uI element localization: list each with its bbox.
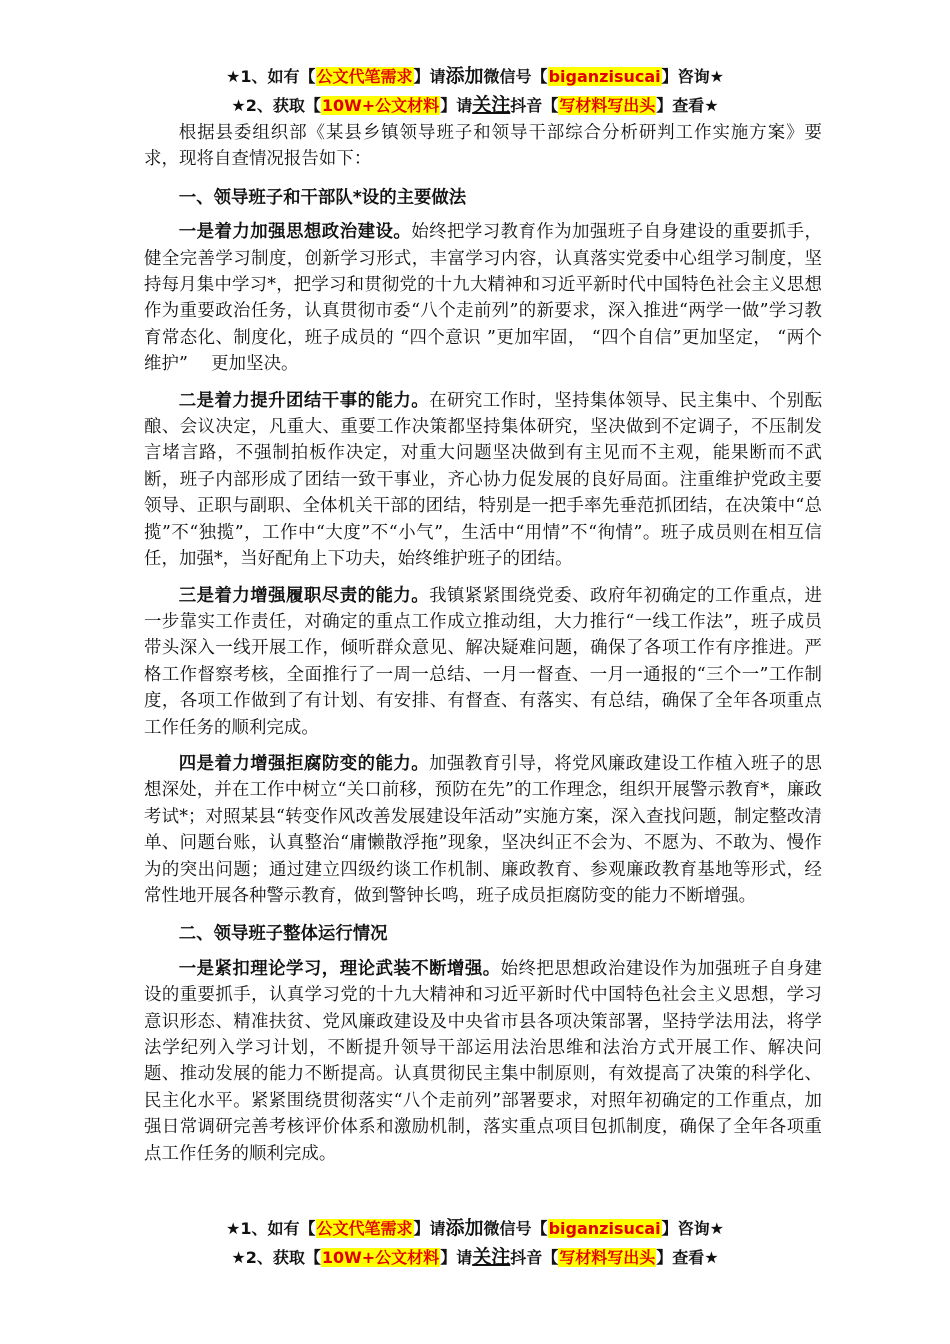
highlight-service: 公文代笔需求 (316, 67, 413, 86)
paragraph-lead: 一是紧扣理论学习，理论武装不断增强。 (178, 958, 501, 979)
banner-text: 】请 (413, 1219, 446, 1238)
header-banner (128, 62, 822, 120)
emphasis-text: 添加 (445, 1217, 484, 1239)
paragraph-text: 在研究工作时，坚持集体领导、民主集中、个别酝酿、会议决定，凡重大、重要工作决策都坚持集体研究，坚决做到不定调子，不压制发言堵言路，不强制拍板作决定，对重大问题坚决做到有主见而不主观，能果断而不武断，班子内部形成了团结一致干事业，齐心协力促发展的良好局面。注重维护党政主要领导、正职与副职、全体机关干部的团结，特别是一把手率先垂范抓团结，在决策中“总揽”不“独揽”，工作中“大度”不“小气”，生活中“用情”不“徇情”。班子成员则在相互信任，加强*，当好配角上下功夫，始终维护班子的团结。 (144, 390, 823, 570)
body-paragraph (144, 751, 822, 909)
banner-line-1 (128, 1214, 822, 1243)
banner-text: ★1、如有【 (226, 67, 316, 86)
banner-text: 】请 (440, 1248, 473, 1267)
banner-text: 】咨询★ (661, 1219, 724, 1238)
highlight-materials: 10W+公文材料 (321, 1248, 440, 1267)
highlight-materials: 10W+公文材料 (321, 96, 440, 115)
body-paragraph (144, 388, 822, 573)
paragraph-lead: 三是着力增强履职尽责的能力。 (178, 585, 430, 606)
paragraph-text: 始终把学习教育作为加强班子自身建设的重要抓手，健全完善学习制度，创新学习形式，丰富学习内容，认真落实党委中心组学习制度，坚持每月集中学习*，把学习和贯彻党的十九大精神和习近平新时代中国特色社会主义思想作为重要政治任务，认真贯彻市委“八个走前列”的新要求，深入推进“两学一做”学习教育常态化、制度化，班子成员的 “四个意识 ”更加牢固， “四个自信”更加坚定， “两个维护” 更加坚决。 (144, 222, 822, 375)
paragraph-text: 加强教育引导，将党风廉政建设工作植入班子的思想深处，并在工作中树立“关口前移，预防在先”的工作理念，组织开展警示教育*，廉政考试*；对照某县“转变作风改善发展建设年活动”实施方案，深入查找问题，制定整改清单、问题台账，认真整治“庸懒散浮拖”现象，坚决纠正不会为、不愿为、不敢为、慢作为的突出问题；通过建立四级约谈工作机制、廉政教育、参观廉政教育基地等形式，经常性地开展各种警示教育，做到警钟长鸣，班子成员拒腐防变的能力不断增强。 (144, 753, 823, 906)
highlight-douyin-id: 写材料写出头 (559, 96, 656, 115)
emphasis-text: 关注 (472, 1246, 511, 1268)
banner-text: 】请 (440, 96, 473, 115)
body-paragraph (144, 219, 822, 377)
banner-text: 抖音【 (510, 1248, 559, 1267)
banner-text: 】查看★ (656, 96, 719, 115)
banner-text: 】查看★ (656, 1248, 719, 1267)
emphasis-text: 添加 (445, 65, 484, 87)
highlight-wechat-id: biganzisucai (548, 1219, 661, 1238)
paragraph-text: 始终把思想政治建设作为加强班子自身建设的重要抓手，认真学习党的十九大精神和习近平新时代中国特色社会主义思想，学习意识形态、精准扶贫、党风廉政建设及中央省市县各项决策部署，坚持学法用法，将学法学纪列入学习计划，不断提升领导干部运用法治思维和法治方式开展工作、解决问题、推动发展的能力不断提高。认真贯彻民主集中制原则，有效提高了决策的科学化、民主化水平。紧紧围绕贯彻落实“八个走前列”部署要求，对照年初确定的工作重点，加强日常调研完善考核评价体系和激励机制，落实重点项目包抓制度，确保了全年各项重点工作任务的顺利完成。 (144, 958, 822, 1164)
section-heading-2: 二、领导班子整体运行情况 (178, 924, 388, 945)
highlight-service: 公文代笔需求 (316, 1219, 413, 1238)
body-paragraph (144, 956, 822, 1167)
section-heading-1: 一、领导班子和干部队*设的主要做法 (178, 187, 467, 208)
body-paragraph (144, 583, 822, 741)
banner-line-2 (128, 1243, 822, 1272)
paragraph-lead: 四是着力增强拒腐防变的能力。 (178, 753, 430, 774)
banner-line-2 (128, 91, 822, 120)
paragraph-lead: 二是着力提升团结干事的能力。 (178, 390, 430, 411)
banner-text: 微信号【 (483, 67, 548, 86)
emphasis-text: 关注 (472, 94, 511, 116)
banner-text: ★2、获取【 (231, 1248, 321, 1267)
banner-line-1 (128, 62, 822, 91)
banner-text: 】咨询★ (661, 67, 724, 86)
paragraph-lead: 一是着力加强思想政治建设。 (178, 222, 412, 243)
highlight-wechat-id: biganzisucai (548, 67, 661, 86)
banner-text: 微信号【 (483, 1219, 548, 1238)
banner-text: 抖音【 (510, 96, 559, 115)
intro-paragraph: 根据县委组织部《某县乡镇领导班子和领导干部综合分析研判工作实施方案》要求，现将自查情况报告如下： (144, 123, 822, 170)
paragraph-text: 我镇紧紧围绕党委、政府年初确定的工作重点，进一步靠实工作责任，对确定的重点工作成立推动组，大力推行“一线工作法”，班子成员带头深入一线开展工作，倾听群众意见、解决疑难问题，确保了各项工作有序推进。严格工作督察考核，全面推行了一周一总结、一月一督查、一月一通报的“三个一”工作制度，各项工作做到了有计划、有安排、有督查、有落实、有总结，确保了全年各项重点工作任务的顺利完成。 (144, 585, 823, 738)
banner-text: 】请 (413, 67, 446, 86)
footer-banner (128, 1214, 822, 1272)
banner-text: ★2、获取【 (231, 96, 321, 115)
banner-text: ★1、如有【 (226, 1219, 316, 1238)
highlight-douyin-id: 写材料写出头 (559, 1248, 656, 1267)
